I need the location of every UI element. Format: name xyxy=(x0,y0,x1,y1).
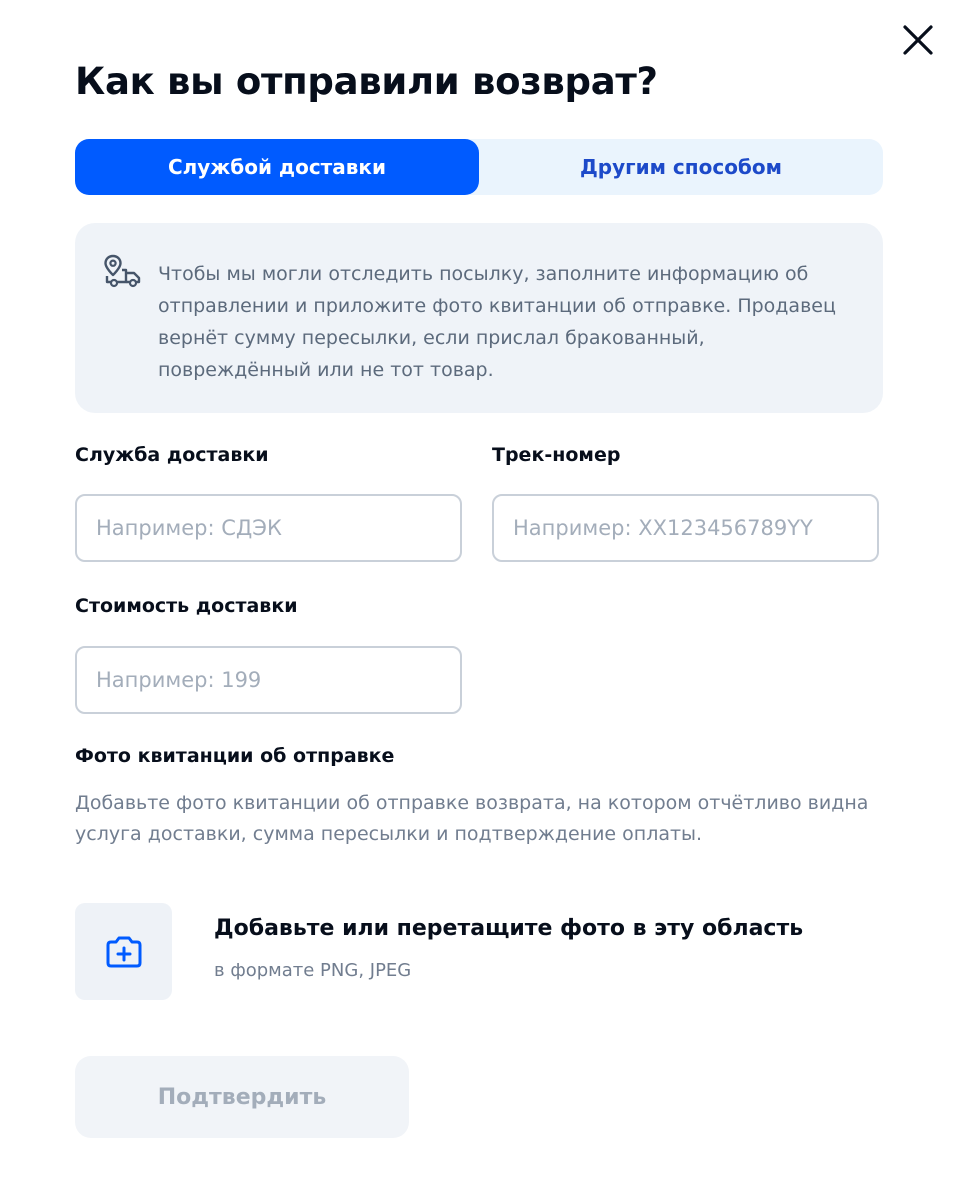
upload-area-title[interactable]: Добавьте или перетащите фото в эту область xyxy=(214,916,804,941)
delivery-service-label: Служба доставки xyxy=(75,444,269,466)
tab-delivery-service[interactable]: Службой доставки xyxy=(75,139,479,195)
tab-other-method[interactable]: Другим способом xyxy=(579,155,782,179)
confirm-button[interactable]: Подтвердить xyxy=(75,1056,409,1138)
close-icon xyxy=(901,23,935,57)
camera-plus-icon xyxy=(104,934,144,970)
photo-upload-button[interactable] xyxy=(75,903,172,1000)
upload-formats: в формате PNG, JPEG xyxy=(214,960,412,981)
info-text: Чтобы мы могли отследить посылку, заполните информацию об отправлении и приложите фото квитанции об отправке. Продавец вернёт сумму пересылки, если прислал бракованный, повреждённый или не тот товар. xyxy=(158,263,836,381)
track-number-label: Трек-номер xyxy=(492,444,621,466)
receipt-photo-label: Фото квитанции об отправке xyxy=(75,745,395,767)
delivery-service-input[interactable] xyxy=(75,494,462,562)
close-button[interactable] xyxy=(896,18,940,62)
delivery-method-tabs xyxy=(75,139,883,195)
delivery-truck-pin-icon xyxy=(103,253,145,289)
delivery-cost-label: Стоимость доставки xyxy=(75,595,298,617)
delivery-cost-input[interactable] xyxy=(75,646,462,714)
receipt-photo-hint: Добавьте фото квитанции об отправке возврата, на котором отчётливо видна услуга доставки, сумма пересылки и подтверждение оплаты. xyxy=(75,792,869,845)
track-number-input[interactable] xyxy=(492,494,879,562)
dialog-title: Как вы отправили возврат? xyxy=(75,60,658,103)
info-box xyxy=(75,223,883,413)
